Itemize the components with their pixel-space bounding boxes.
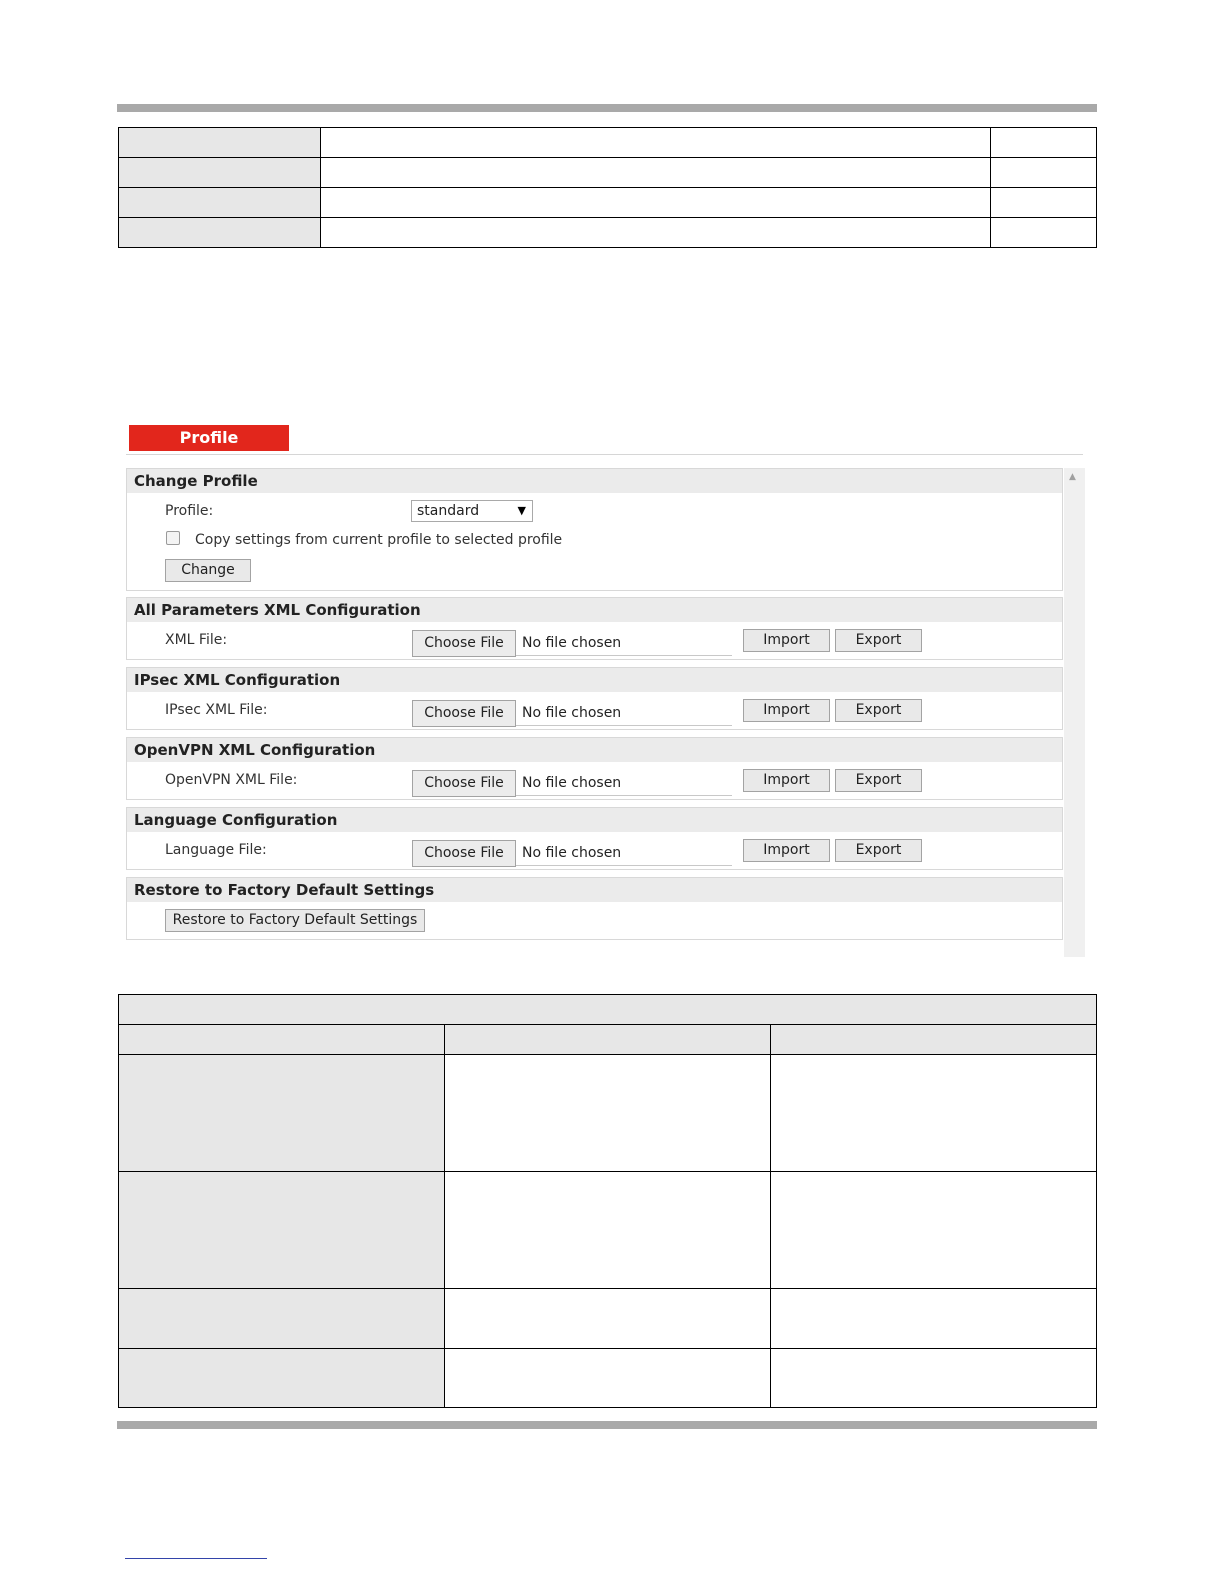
- file-field-underline: [516, 795, 732, 796]
- export-button[interactable]: Export: [835, 839, 922, 862]
- no-file-chosen-text: No file chosen: [522, 635, 622, 651]
- section-title: Language Configuration: [127, 808, 1062, 832]
- export-button[interactable]: Export: [835, 699, 922, 722]
- section-title: All Parameters XML Configuration: [127, 598, 1062, 622]
- file-field-underline: [516, 725, 732, 726]
- section-all-parameters-xml: [126, 597, 1063, 660]
- choose-file-button[interactable]: Choose File: [412, 840, 516, 867]
- choose-file-button[interactable]: Choose File: [412, 630, 516, 657]
- profile-label: Profile:: [165, 503, 214, 519]
- language-file-label: Language File:: [165, 842, 267, 858]
- top-parameter-table: [118, 127, 1097, 248]
- tab-divider: [126, 454, 1083, 455]
- section-title: IPsec XML Configuration: [127, 668, 1062, 692]
- section-title: Restore to Factory Default Settings: [127, 878, 1062, 902]
- tab-profile[interactable]: Profile: [129, 425, 289, 451]
- profile-select[interactable]: [411, 500, 533, 522]
- scrollbar[interactable]: [1064, 468, 1085, 957]
- import-button[interactable]: Import: [743, 839, 830, 862]
- profile-select-value: standard: [417, 503, 480, 519]
- no-file-chosen-text: No file chosen: [522, 775, 622, 791]
- choose-file-button[interactable]: Choose File: [412, 770, 516, 797]
- footer-link-underline: [125, 1558, 267, 1559]
- profile-screenshot: [126, 425, 1086, 957]
- section-change-profile: [126, 468, 1063, 591]
- file-field-underline: [516, 655, 732, 656]
- section-title: OpenVPN XML Configuration: [127, 738, 1062, 762]
- language-file-input[interactable]: [412, 840, 732, 867]
- openvpn-xml-file-label: OpenVPN XML File:: [165, 772, 298, 788]
- import-button[interactable]: Import: [743, 699, 830, 722]
- copy-settings-checkbox[interactable]: [166, 531, 180, 545]
- xml-file-input[interactable]: [412, 630, 732, 657]
- choose-file-button[interactable]: Choose File: [412, 700, 516, 727]
- no-file-chosen-text: No file chosen: [522, 705, 622, 721]
- section-title: Change Profile: [127, 469, 1062, 493]
- import-button[interactable]: Import: [743, 769, 830, 792]
- parameter-description-table: [118, 994, 1097, 1408]
- no-file-chosen-text: No file chosen: [522, 845, 622, 861]
- dropdown-arrow-icon: ▼: [517, 504, 526, 517]
- section-ipsec-xml: [126, 667, 1063, 730]
- export-button[interactable]: Export: [835, 629, 922, 652]
- ipsec-xml-file-label: IPsec XML File:: [165, 702, 268, 718]
- section-openvpn-xml: [126, 737, 1063, 800]
- section-restore-factory: [126, 877, 1063, 940]
- change-button[interactable]: Change: [165, 559, 251, 582]
- file-field-underline: [516, 865, 732, 866]
- xml-file-label: XML File:: [165, 632, 228, 648]
- section-language: [126, 807, 1063, 870]
- scroll-up-arrow-icon[interactable]: ▲: [1069, 472, 1076, 482]
- ipsec-xml-file-input[interactable]: [412, 700, 732, 727]
- footer-rule: [117, 1421, 1097, 1429]
- restore-factory-button[interactable]: Restore to Factory Default Settings: [165, 909, 425, 932]
- copy-settings-label: Copy settings from current profile to selected profile: [195, 532, 563, 548]
- openvpn-xml-file-input[interactable]: [412, 770, 732, 797]
- export-button[interactable]: Export: [835, 769, 922, 792]
- header-rule: [117, 104, 1097, 112]
- import-button[interactable]: Import: [743, 629, 830, 652]
